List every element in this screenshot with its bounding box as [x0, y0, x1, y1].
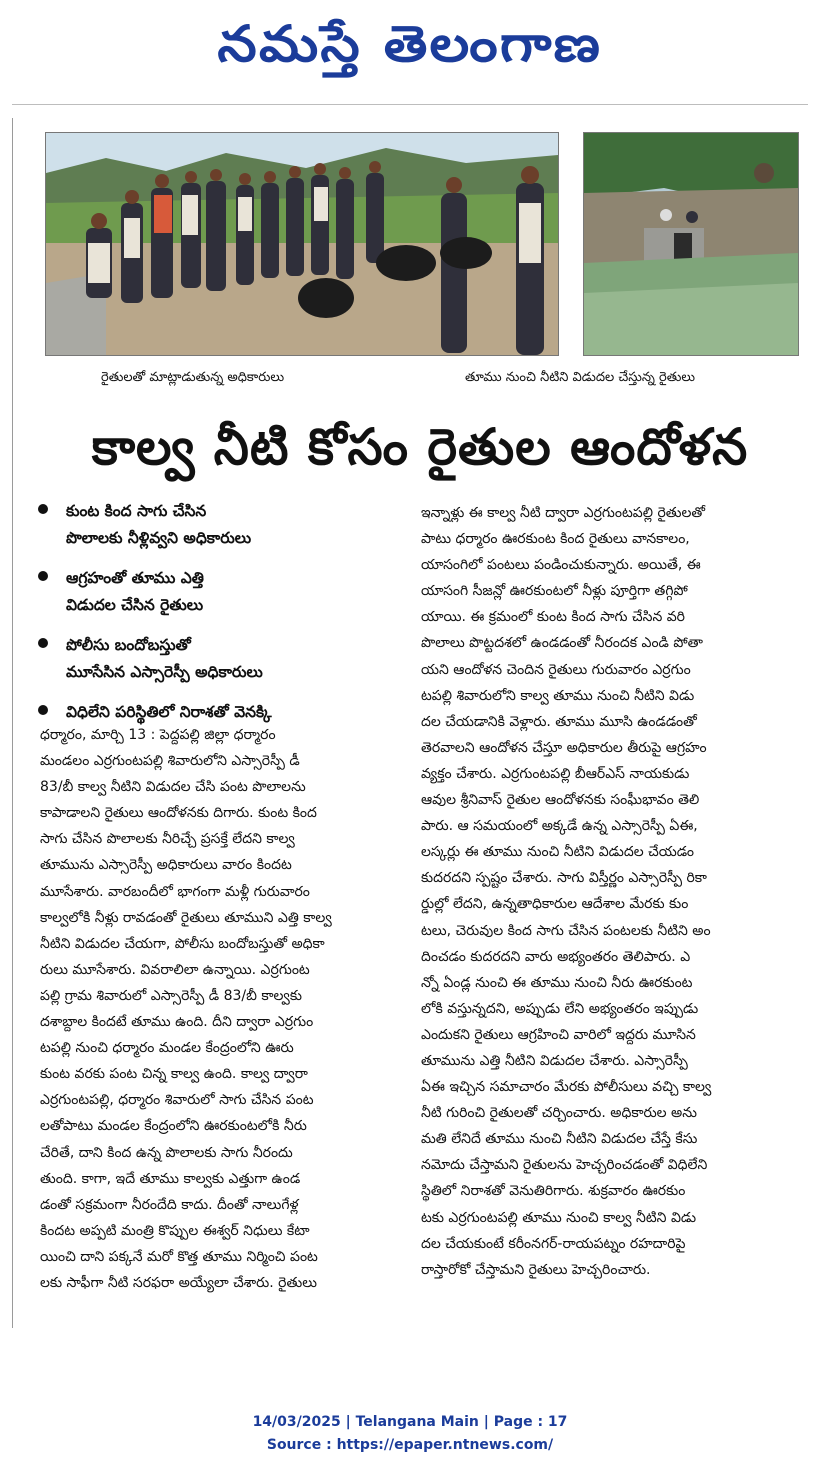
- article-line: లకు సాఫీగా నీటి సరఫరా అయ్యేలా చేశారు. రైతులు: [40, 1274, 317, 1291]
- article-line: ఏఈ ఇచ్చిన సమాచారం మేరకు పోలీసులు వచ్చి కాల్వ: [421, 1079, 712, 1096]
- article-line: తూమును ఎత్తి నీటిని విడుదల చేశారు. ఎస్సారెస్పీ: [421, 1052, 688, 1069]
- newspaper-logo: నమస్తే తెలంగాణ: [217, 14, 603, 73]
- article-line: మతి లేనిదే తూము నుంచి నీటిని విడుదల చేస్తే కేసు: [421, 1131, 698, 1148]
- bullet-icon: [38, 571, 48, 581]
- article-column-left: [40, 722, 408, 1296]
- article-line: టకు ఎర్రగుంటపల్లి తూము నుంచి కాల్వ నీటిని విడు: [421, 1209, 697, 1226]
- highlight-item: [32, 498, 404, 552]
- masthead-divider: [12, 104, 808, 105]
- article-line: సాగు చేసిన పొలాలకు నీరిచ్చే ప్రసక్తే లేదని కాల్వ: [40, 831, 295, 848]
- article-line: పొలాలు పొట్టదశలో ఉండడంతో నీరందక ఎండి పోతా: [421, 635, 703, 652]
- highlight-line: మూసేసిన ఎస్సారెస్పీ అధికారులు: [66, 663, 263, 681]
- article-column-right: [421, 500, 797, 1283]
- article-line: టపల్లి నుంచి ధర్మారం మండల కేంద్రంలోని ఊరు: [40, 1040, 294, 1057]
- article-line: తుంది. కాగా, ఇదే తూము కాల్వకు ఎత్తుగా ఉండ: [40, 1170, 301, 1187]
- highlights-list: [32, 498, 404, 739]
- article-line: రాస్తారోకో చేస్తామని రైతులు హెచ్చరించారు.: [421, 1261, 651, 1278]
- highlight-line: విడుదల చేసిన రైతులు: [66, 596, 204, 614]
- article-line: యని ఆందోళన చెందిన రైతులు గురువారం ఎర్రగుం: [421, 661, 691, 678]
- article-line: టపల్లి శివారులోని కాల్వ తూము నుంచి నీటిని విడు: [421, 687, 695, 704]
- bullet-icon: [38, 504, 48, 514]
- article-line: మూసేశారు. వారబందీలో భాగంగా మళ్లీ గురువారం: [40, 883, 310, 900]
- highlight-line: పొలాలకు నీళ్లివ్వని అధికారులు: [66, 529, 252, 547]
- article-line: ధర్మారం, మార్చి 13 : పెద్దపల్లి జిల్లా ధర్మారం: [40, 727, 276, 743]
- article-line: ఎందుకని రైతులు ఆగ్రహించి వారిలో ఇద్దరు మూసిన: [421, 1026, 696, 1043]
- article-line: లస్కర్లు ఈ తూము నుంచి నీటిని విడుదల చేయడం: [421, 844, 695, 861]
- photo-farmers-officials: [45, 132, 559, 356]
- article-line: మండలం ఎర్రగుంటపల్లి శివారులోని ఎస్సారెస్పీ డీ: [40, 753, 300, 770]
- photo-caption-right: తూము నుంచి నీటిని విడుదల చేస్తున్న రైతులు: [465, 370, 696, 385]
- article-line: దశాబ్దాల కిందటే తూము ఉంది. దీని ద్వారా ఎర్రగుం: [40, 1014, 314, 1031]
- highlight-line: పోలీసు బందోబస్తుతో: [66, 636, 191, 654]
- footer-edition-info: 14/03/2025 | Telangana Main | Page : 17: [252, 1414, 568, 1430]
- article-line: చేరితే, దాని కింద ఉన్న పొలాలకు సాగు నీరందు: [40, 1144, 293, 1161]
- bullet-icon: [38, 705, 48, 715]
- article-line: దల చేయకుంటే కరీంనగర్-రాయపట్నం రహదారిపై: [421, 1235, 686, 1252]
- article-line: దించడం కుదరదని వారు అభ్యంతరం తెలిపారు. ఎ: [421, 948, 691, 965]
- article-line: డంతో సక్రమంగా నీరందేది కాదు. దీంతో నాలుగేళ్ల: [40, 1196, 299, 1213]
- article-line: పారు. ఆ సమయంలో అక్కడే ఉన్న ఎస్సారెస్పీ ఏఈ,: [421, 818, 698, 835]
- highlight-item: [32, 565, 404, 619]
- article-line: యించి దాని పక్కనే మరో కొత్త తూము నిర్మించి పంట: [40, 1248, 318, 1265]
- highlight-line: విధిలేని పరిస్థితిలో నిరాశతో వెనక్కి: [66, 703, 272, 721]
- article-line: కాల్వలోకి నీళ్లు రావడంతో రైతులు తూముని ఎత్తి కాల్వ: [40, 909, 332, 926]
- article-line: న్నో ఏండ్ల నుంచి ఈ తూము నుంచి నీరు ఊరకుంట: [421, 974, 693, 991]
- highlight-line: కుంట కింద సాగు చేసిన: [66, 502, 207, 520]
- article-line: లతోపాటు మండల కేంద్రంలోని ఊరకుంటలోకి నీరు: [40, 1118, 307, 1135]
- article-line: కుంట వరకు పంట చిన్న కాల్వ ఉంది. కాల్వ ద్వారా: [40, 1066, 308, 1083]
- article-line: నీటిని విడుదల చేయగా, పోలీసు బందోబస్తుతో అధికా: [40, 935, 325, 952]
- footer-source-link[interactable]: Source : https://epaper.ntnews.com/: [266, 1437, 554, 1453]
- article-line: వ్యక్తం చేశారు. ఎర్రగుంటపల్లి బీఆర్ఎస్ నాయకుడు: [421, 765, 690, 782]
- article-line: పాటు ధర్మారం ఊరకుంట కింద రైతులు వానకాలం,: [421, 531, 690, 548]
- bullet-icon: [38, 638, 48, 648]
- article-line: లోకి వస్తున్నదని, అప్పుడు లేని అభ్యంతరం ఇప్పుడు: [421, 1000, 699, 1017]
- highlight-item: [32, 632, 404, 686]
- article-line: ఆవుల శ్రీనివాస్ రైతుల ఆందోళనకు సంఘీభావం తెలి: [421, 792, 700, 809]
- article-line: తెరవాలని ఆందోళన చేస్తూ అధికారుల తీరుపై ఆగ్రహం: [421, 739, 707, 756]
- article-line: యాసంగిలో పంటలు పండించుకున్నారు. అయితే, ఈ: [421, 557, 701, 574]
- article-line: తూమును ఎస్సారెస్పీ అధికారులు వారం కిందట: [40, 857, 292, 874]
- article-line: పల్లి గ్రామ శివారులో ఎస్సారెస్పీ డీ 83/బీ కాల్వకు: [40, 987, 302, 1004]
- article-line: ఇన్నాళ్లు ఈ కాల్వ నీటి ద్వారా ఎర్రగుంటపల్లి రైతులతో: [421, 505, 706, 521]
- article-line: యాసంగి సీజన్లో ఊరకుంటలో నీళ్లు పూర్తిగా తగ్గిపో: [421, 583, 688, 600]
- article-line: కుదరదని స్పష్టం చేశారు. సాగు విస్తీర్ణం ఎస్సారెస్పీ రికా: [421, 870, 707, 887]
- article-line: నమోదు చేస్తామని రైతులను హెచ్చరించడంతో విధిలేని: [421, 1157, 708, 1174]
- article-headline: కాల్వ నీటి కోసం రైతుల ఆందోళన: [91, 418, 749, 476]
- column-divider-left: [12, 118, 13, 1328]
- photo-caption-left: రైతులతో మాట్లాడుతున్న అధికారులు: [101, 370, 285, 385]
- masthead: [0, 0, 820, 100]
- article-line: కిందట అప్పటి మంత్రి కొప్పుల ఈశ్వర్ నిధులు కేటా: [40, 1222, 310, 1239]
- article-line: కాపాడాలని రైతులు ఆందోళనకు దిగారు. కుంట కింద: [40, 805, 317, 822]
- article-line: 83/బీ కాల్వ నీటిని విడుదల చేసి పంట పొలాలను: [40, 779, 306, 796]
- article-line: ఎర్రగుంటపల్లి, ధర్మారం శివారులో సాగు చేసిన పంట: [40, 1092, 314, 1109]
- article-line: స్థితిలో నిరాశతో వెనుతిరిగారు. శుక్రవారం ఊరకుం: [421, 1183, 686, 1200]
- article-line: నీటి గురించి రైతులతో చర్చించారు. అధికారుల అను: [421, 1105, 697, 1122]
- article-line: దల చేయడానికి వెళ్లారు. తూము మూసి ఉండడంతో: [421, 713, 697, 730]
- article-line: రులు మూసేశారు. వివరాలిలా ఉన్నాయి. ఎర్రగుంట: [40, 961, 310, 978]
- article-line: ర్డుల్లో లేదని, ఉన్నతాధికారుల ఆదేశాల మేరకు కుం: [421, 896, 689, 913]
- photo-sluice-gate: [583, 132, 799, 356]
- article-line: టలు, చెరువుల కింద సాగు చేసిన పంటలకు నీటిని అం: [421, 922, 711, 939]
- highlight-line: ఆగ్రహంతో తూము ఎత్తి: [66, 569, 204, 587]
- article-line: యాయి. ఈ క్రమంలో కుంట కింద సాగు చేసిన వరి: [421, 609, 685, 626]
